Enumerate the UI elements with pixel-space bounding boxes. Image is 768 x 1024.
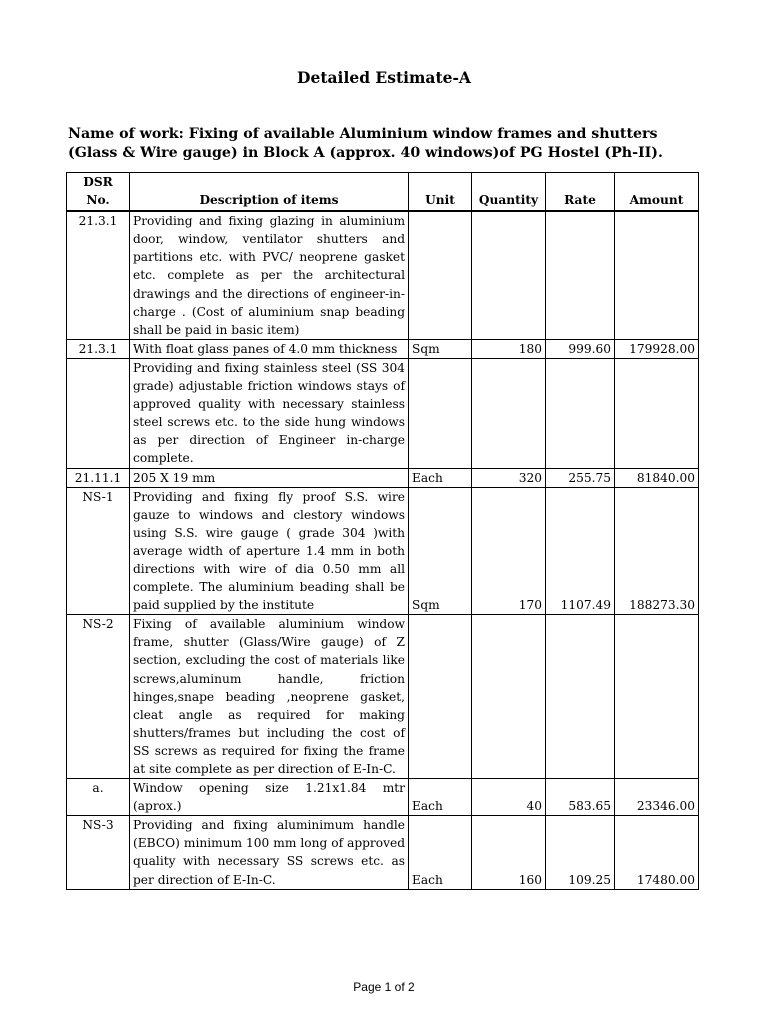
rate-cell <box>546 358 615 468</box>
header-dsr: DSR No. <box>67 173 130 212</box>
header-rate: Rate <box>546 173 615 212</box>
table-row <box>67 615 699 779</box>
table-row <box>67 779 699 816</box>
quantity-cell <box>472 615 546 779</box>
estimate-table <box>66 172 699 890</box>
rate-cell: 1107.49 <box>546 487 615 615</box>
dsr-cell: NS-3 <box>67 816 130 889</box>
amount-cell <box>615 211 699 339</box>
description-cell: With float glass panes of 4.0 mm thickness <box>130 339 409 358</box>
table-row <box>67 468 699 487</box>
header-quantity: Quantity <box>472 173 546 212</box>
description-cell: Providing and fixing aluminimum handle (EBCO) minimum 100 mm long of approved quality with necessary SS screws etc. as per direction of E-In-C. <box>130 816 409 889</box>
header-unit: Unit <box>409 173 472 212</box>
unit-cell <box>409 211 472 339</box>
dsr-cell: 21.3.1 <box>67 339 130 358</box>
dsr-cell: NS-2 <box>67 615 130 779</box>
header-description: Description of items <box>130 173 409 212</box>
table-header-row <box>67 173 699 212</box>
unit-cell: Each <box>409 816 472 889</box>
rate-cell: 583.65 <box>546 779 615 816</box>
rate-cell: 109.25 <box>546 816 615 889</box>
amount-cell: 23346.00 <box>615 779 699 816</box>
amount-cell <box>615 358 699 468</box>
dsr-cell: a. <box>67 779 130 816</box>
amount-cell: 17480.00 <box>615 816 699 889</box>
page-number: Page 1 of 2 <box>353 980 415 994</box>
document-title: Detailed Estimate-A <box>297 68 471 87</box>
quantity-cell: 160 <box>472 816 546 889</box>
description-cell: Window opening size 1.21x1.84 mtr (aprox.) <box>130 779 409 816</box>
description-cell: 205 X 19 mm <box>130 468 409 487</box>
dsr-cell: NS-1 <box>67 487 130 615</box>
unit-cell <box>409 358 472 468</box>
dsr-cell: 21.3.1 <box>67 211 130 339</box>
rate-cell <box>546 211 615 339</box>
table-row <box>67 816 699 889</box>
description-cell: Providing and fixing glazing in aluminium door, window, ventilator shutters and partitions etc. with PVC/ neoprene gasket etc. complete as per the architectural drawings and the directions of engineer-in-charge . (Cost of aluminium snap beading shall be paid in basic item) <box>130 211 409 339</box>
amount-cell: 188273.30 <box>615 487 699 615</box>
rate-cell: 999.60 <box>546 339 615 358</box>
table-row <box>67 211 699 339</box>
dsr-cell <box>67 358 130 468</box>
dsr-cell: 21.11.1 <box>67 468 130 487</box>
amount-cell: 81840.00 <box>615 468 699 487</box>
header-amount: Amount <box>615 173 699 212</box>
quantity-cell <box>472 358 546 468</box>
unit-cell: Each <box>409 468 472 487</box>
table-row <box>67 487 699 615</box>
rate-cell: 255.75 <box>546 468 615 487</box>
description-cell: Fixing of available aluminium window frame, shutter (Glass/Wire gauge) of Z section, excluding the cost of materials like screws,aluminum handle, friction hinges,snape beading ,neoprene gasket, cleat angle as required for making shutters/frames but including the cost of SS screws as required for fixing the frame at site complete as per direction of E-In-C. <box>130 615 409 779</box>
amount-cell <box>615 615 699 779</box>
quantity-cell: 170 <box>472 487 546 615</box>
unit-cell: Each <box>409 779 472 816</box>
table-row <box>67 339 699 358</box>
quantity-cell: 40 <box>472 779 546 816</box>
work-name: Name of work: Fixing of available Aluminium window frames and shutters (Glass & Wire gauge) in Block A (approx. 40 windows)of PG Hostel (Ph-II). <box>68 126 663 161</box>
description-cell: Providing and fixing stainless steel (SS 304 grade) adjustable friction windows stays of approved quality with necessary stainless steel screws etc. to the side hung windows as per direction of Engineer in-charge complete. <box>130 358 409 468</box>
table-row <box>67 358 699 468</box>
rate-cell <box>546 615 615 779</box>
description-cell: Providing and fixing fly proof S.S. wire gauze to windows and clestory windows using S.S. wire gauge ( grade 304 )with average width of aperture 1.4 mm in both directions with wire of dia 0.50 mm all complete. The aluminium beading shall be paid supplied by the institute <box>130 487 409 615</box>
quantity-cell: 180 <box>472 339 546 358</box>
quantity-cell: 320 <box>472 468 546 487</box>
unit-cell: Sqm <box>409 487 472 615</box>
amount-cell: 179928.00 <box>615 339 699 358</box>
unit-cell <box>409 615 472 779</box>
unit-cell: Sqm <box>409 339 472 358</box>
quantity-cell <box>472 211 546 339</box>
